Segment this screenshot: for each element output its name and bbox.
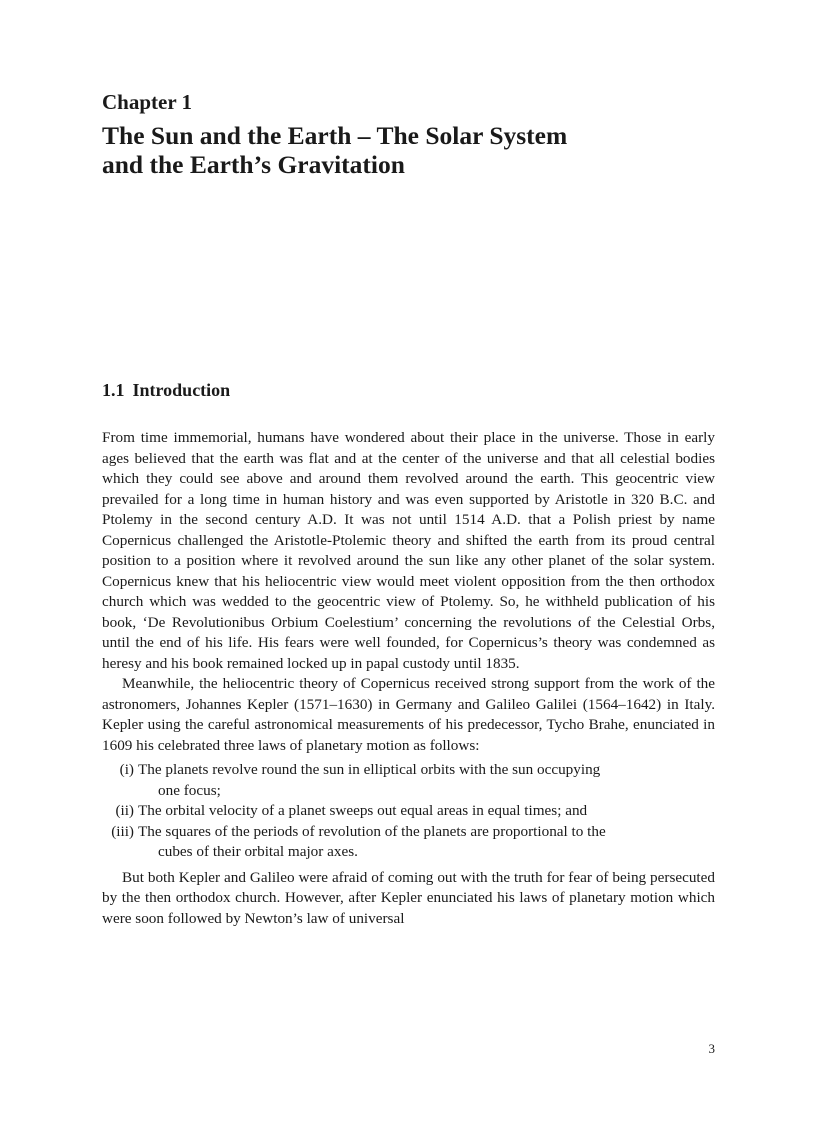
chapter-title-line-1: The Sun and the Earth – The Solar System	[102, 121, 568, 150]
paragraph-2: Meanwhile, the heliocentric theory of Copernicus received strong support from the work of the astronomers, Johannes Kepler (1571–1630) in Germany and Galileo Galilei (1564–1642) in Italy. Kepler using the careful astronomical measurements of his predecessor, Tycho Brahe, enunciated in 1609 his celebrated three laws of planetary motion as follows:	[102, 675, 715, 754]
list-marker: (iii)	[111, 822, 134, 840]
section-title: Introduction	[132, 380, 231, 400]
list-item-text: The planets revolve round the sun in elliptical orbits with the sun occupying	[138, 761, 601, 778]
list-item-continuation: one focus;	[158, 781, 221, 799]
list-marker: (i)	[119, 761, 134, 778]
chapter-label: Chapter 1	[102, 90, 193, 114]
list-item	[102, 801, 715, 822]
list-marker: (ii)	[115, 802, 134, 819]
list-item-text: The orbital velocity of a planet sweeps out equal areas in equal times; and	[138, 802, 588, 819]
page-number: 3	[708, 1041, 715, 1056]
section-number: 1.1	[102, 380, 125, 400]
chapter-title	[102, 121, 715, 179]
list-item	[102, 760, 715, 801]
list-item-text: The squares of the periods of revolution of the planets are proportional to the	[138, 822, 606, 840]
section-heading	[102, 378, 230, 402]
chapter-title-line-2: and the Earth’s Gravitation	[102, 150, 405, 179]
list-item-continuation: cubes of their orbital major axes.	[158, 843, 358, 860]
kepler-laws-list	[102, 760, 715, 863]
list-item	[102, 822, 715, 863]
paragraph-3: But both Kepler and Galileo were afraid of coming out with the truth for fear of being persecuted by the then orthodox church. However, after Kepler enunciated his laws of planetary motion which were soon followed by Newton’s law of universal	[102, 868, 715, 927]
body-text	[102, 428, 715, 929]
paragraph-1: From time immemorial, humans have wondered about their place in the universe. Those in early ages believed that the earth was flat and at the center of the universe and that all celestial bodies which they could see above and around them revolved around the earth. This geocentric view prevailed for a long time in human history and was even supported by Aristotle in 320 B.C. and Ptolemy in the second century A.D. It was not until 1514 A.D. that a Polish priest by name Copernicus challenged the Aristotle-Ptolemic theory and shifted the earth from its proud central position to a position where it revolved around the sun like any other planet of the solar system. Copernicus knew that his heliocentric view would meet violent opposition from the then orthodox church which was wedded to the geocentric view of Ptolemy. So, he withheld publication of his book, ‘De Revolutionibus Orbium Coelestium’ concerning the revolutions of the Celestial Orbs, until the end of his life. His fears were well founded, for Copernicus’s theory was condemned as heresy and his book remained locked up in papal custody until 1835.	[102, 429, 715, 672]
